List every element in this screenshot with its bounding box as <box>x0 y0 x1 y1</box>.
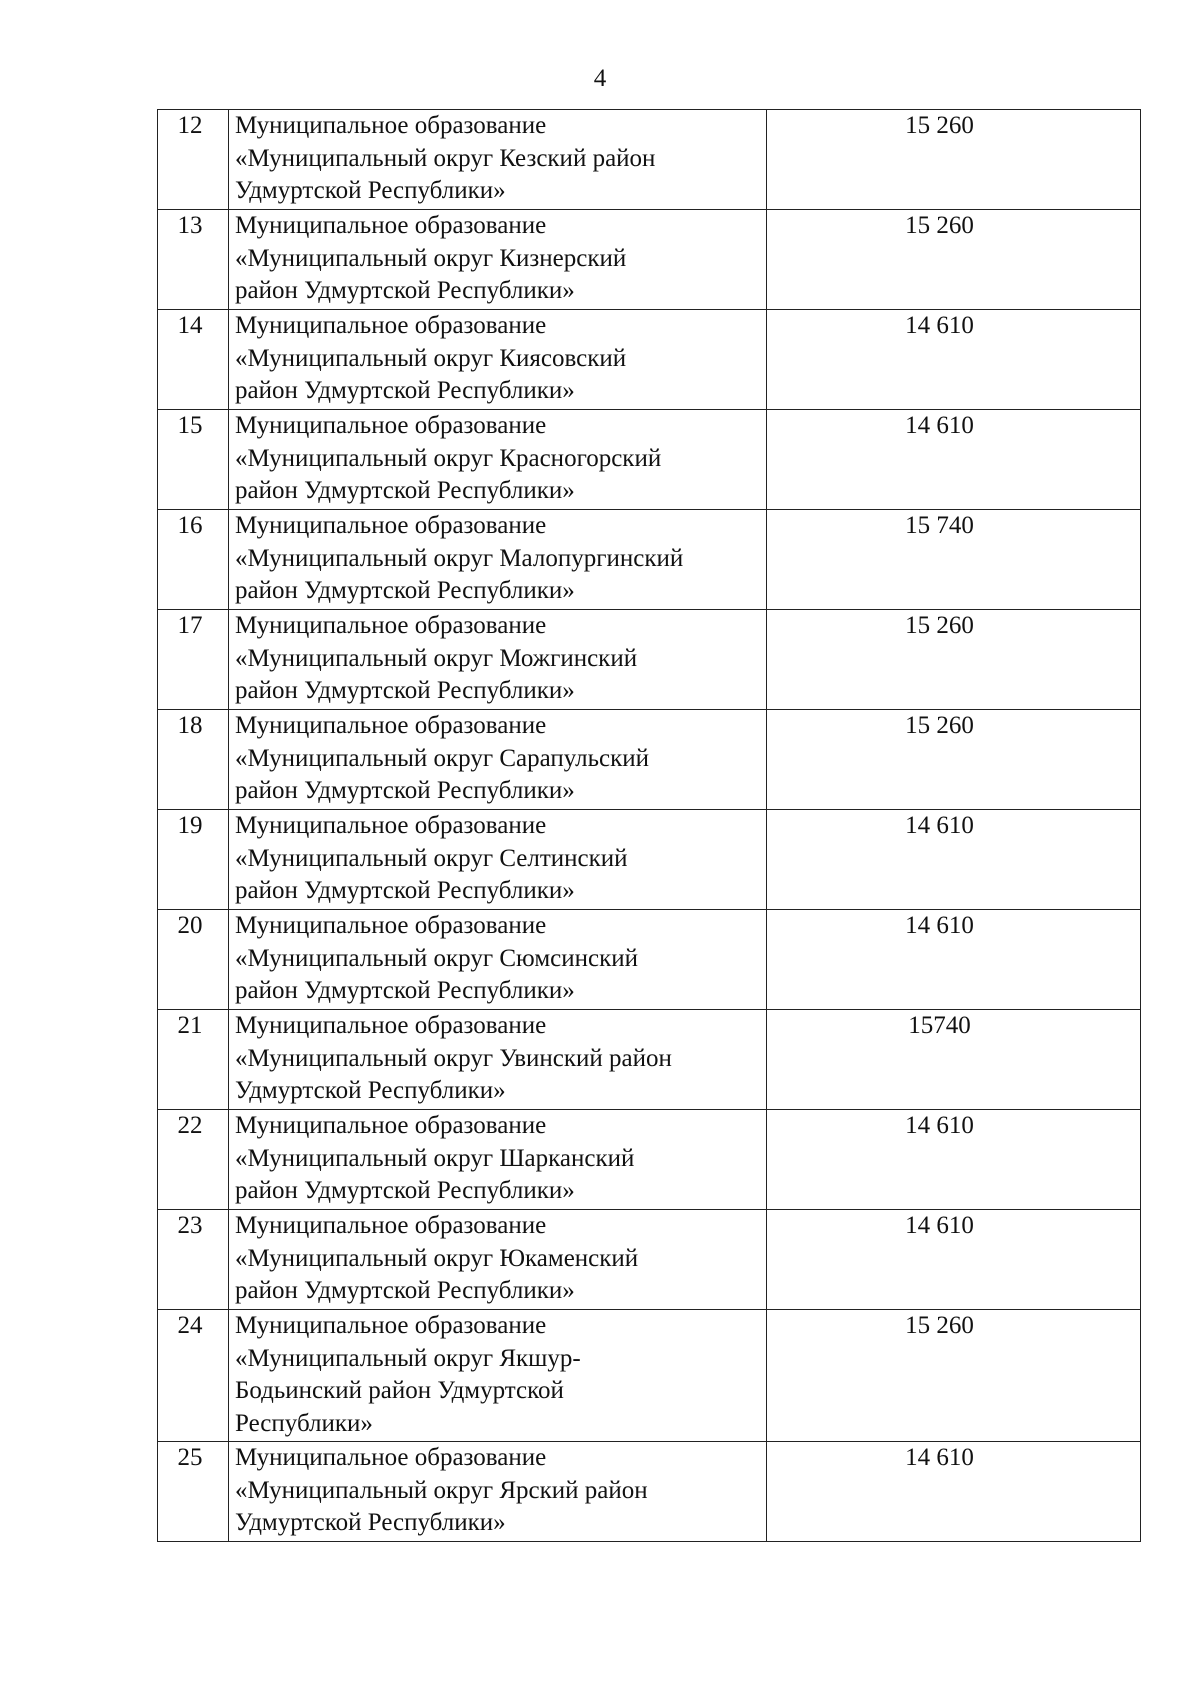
municipality-name-line: «Муниципальный округ Юкаменский <box>235 1244 639 1272</box>
municipality-name-cell <box>229 1010 767 1110</box>
municipality-name-line: Муниципальное образование <box>235 612 547 639</box>
municipality-name-cell <box>229 810 767 910</box>
amount-cell: 15 260 <box>767 710 1141 810</box>
municipality-name-line: район Удмуртской Республики» <box>235 1177 575 1205</box>
amount-cell: 15740 <box>767 1010 1141 1110</box>
municipality-name-cell <box>229 1442 767 1542</box>
amount-cell: 15 260 <box>767 610 1141 710</box>
amount-cell: 14 610 <box>767 410 1141 510</box>
municipality-name-cell <box>229 510 767 610</box>
row-number-cell: 21 <box>158 1010 229 1110</box>
municipality-name-line: «Муниципальный округ Можгинский <box>235 644 638 672</box>
table-row <box>158 210 1141 310</box>
amount-cell: 15 260 <box>767 1310 1141 1442</box>
municipality-name-line: «Муниципальный округ Увинский район <box>235 1044 672 1072</box>
municipality-name-line: Удмуртской Республики» <box>235 1077 506 1105</box>
municipality-name-line: Муниципальное образование <box>235 712 547 739</box>
amount-cell: 15 740 <box>767 510 1141 610</box>
municipality-name-cell <box>229 610 767 710</box>
table-row <box>158 1310 1141 1442</box>
table-row <box>158 1442 1141 1542</box>
municipality-name-line: Муниципальное образование <box>235 312 547 339</box>
table-row <box>158 110 1141 210</box>
municipality-name-line: район Удмуртской Республики» <box>235 977 575 1005</box>
municipality-name-cell <box>229 710 767 810</box>
amount-cell: 14 610 <box>767 1110 1141 1210</box>
table-row <box>158 1010 1141 1110</box>
amount-cell: 14 610 <box>767 310 1141 410</box>
amount-cell: 14 610 <box>767 1210 1141 1310</box>
table-row <box>158 810 1141 910</box>
table-row <box>158 410 1141 510</box>
municipality-name-line: Муниципальное образование <box>235 412 547 439</box>
municipality-name-line: «Муниципальный округ Киясовский <box>235 344 627 372</box>
municipality-name-line: район Удмуртской Республики» <box>235 877 575 905</box>
municipality-name-cell <box>229 1210 767 1310</box>
table-row <box>158 310 1141 410</box>
municipality-name-cell <box>229 910 767 1010</box>
municipality-name-line: Муниципальное образование <box>235 1444 547 1471</box>
amount-cell: 14 610 <box>767 810 1141 910</box>
table-row <box>158 1210 1141 1310</box>
amount-cell: 14 610 <box>767 910 1141 1010</box>
amount-cell: 15 260 <box>767 110 1141 210</box>
row-number-cell: 13 <box>158 210 229 310</box>
page-number: 4 <box>593 65 607 92</box>
municipality-name-line: «Муниципальный округ Якшур- <box>235 1344 581 1372</box>
table-row <box>158 510 1141 610</box>
municipality-name-cell <box>229 1310 767 1442</box>
municipality-name-line: Муниципальное образование <box>235 912 547 939</box>
municipal-table <box>157 109 1141 1542</box>
table-row <box>158 610 1141 710</box>
row-number-cell: 24 <box>158 1310 229 1442</box>
row-number-cell: 25 <box>158 1442 229 1542</box>
municipality-name-line: «Муниципальный округ Сарапульский <box>235 744 650 772</box>
table-row <box>158 710 1141 810</box>
municipality-name-line: Бодьинский район Удмуртской <box>235 1377 564 1405</box>
municipality-name-line: Муниципальное образование <box>235 512 547 539</box>
amount-cell: 14 610 <box>767 1442 1141 1542</box>
municipality-name-line: район Удмуртской Республики» <box>235 677 575 705</box>
row-number-cell: 19 <box>158 810 229 910</box>
municipality-name-line: Муниципальное образование <box>235 1212 547 1239</box>
municipality-name-line: Муниципальное образование <box>235 812 547 839</box>
municipality-name-cell <box>229 110 767 210</box>
municipality-name-line: Удмуртской Республики» <box>235 177 506 205</box>
row-number-cell: 17 <box>158 610 229 710</box>
municipality-name-line: район Удмуртской Республики» <box>235 1277 575 1305</box>
municipality-name-cell <box>229 210 767 310</box>
municipality-name-line: «Муниципальный округ Селтинский <box>235 844 628 872</box>
municipality-name-line: Республики» <box>235 1409 373 1437</box>
municipality-name-line: «Муниципальный округ Красногорский <box>235 444 662 472</box>
table-row <box>158 910 1141 1010</box>
municipality-name-line: Муниципальное образование <box>235 1312 547 1339</box>
row-number-cell: 15 <box>158 410 229 510</box>
municipality-name-line: Удмуртской Республики» <box>235 1509 506 1537</box>
municipality-name-line: район Удмуртской Республики» <box>235 377 575 405</box>
row-number-cell: 23 <box>158 1210 229 1310</box>
municipality-name-line: Муниципальное образование <box>235 212 547 239</box>
table-body <box>158 110 1141 1542</box>
municipality-name-line: «Муниципальный округ Кизнерский <box>235 244 627 272</box>
municipality-name-line: район Удмуртской Республики» <box>235 577 575 605</box>
row-number-cell: 12 <box>158 110 229 210</box>
table-row <box>158 1110 1141 1210</box>
municipality-name-line: Муниципальное образование <box>235 1112 547 1139</box>
municipality-name-line: «Муниципальный округ Сюмсинский <box>235 944 639 972</box>
municipality-name-line: район Удмуртской Республики» <box>235 477 575 505</box>
municipality-name-line: Муниципальное образование <box>235 112 547 139</box>
municipality-name-cell <box>229 1110 767 1210</box>
municipality-name-line: «Муниципальный округ Малопургинский <box>235 544 684 572</box>
municipality-name-cell <box>229 410 767 510</box>
municipality-name-line: «Муниципальный округ Шарканский <box>235 1144 635 1172</box>
municipality-name-line: район Удмуртской Республики» <box>235 777 575 805</box>
municipality-name-line: «Муниципальный округ Кезский район <box>235 144 656 172</box>
municipality-name-line: Муниципальное образование <box>235 1012 547 1039</box>
row-number-cell: 20 <box>158 910 229 1010</box>
municipality-name-line: «Муниципальный округ Ярский район <box>235 1476 648 1504</box>
row-number-cell: 16 <box>158 510 229 610</box>
amount-cell: 15 260 <box>767 210 1141 310</box>
municipality-name-cell <box>229 310 767 410</box>
row-number-cell: 18 <box>158 710 229 810</box>
municipality-name-line: район Удмуртской Республики» <box>235 277 575 305</box>
row-number-cell: 22 <box>158 1110 229 1210</box>
row-number-cell: 14 <box>158 310 229 410</box>
